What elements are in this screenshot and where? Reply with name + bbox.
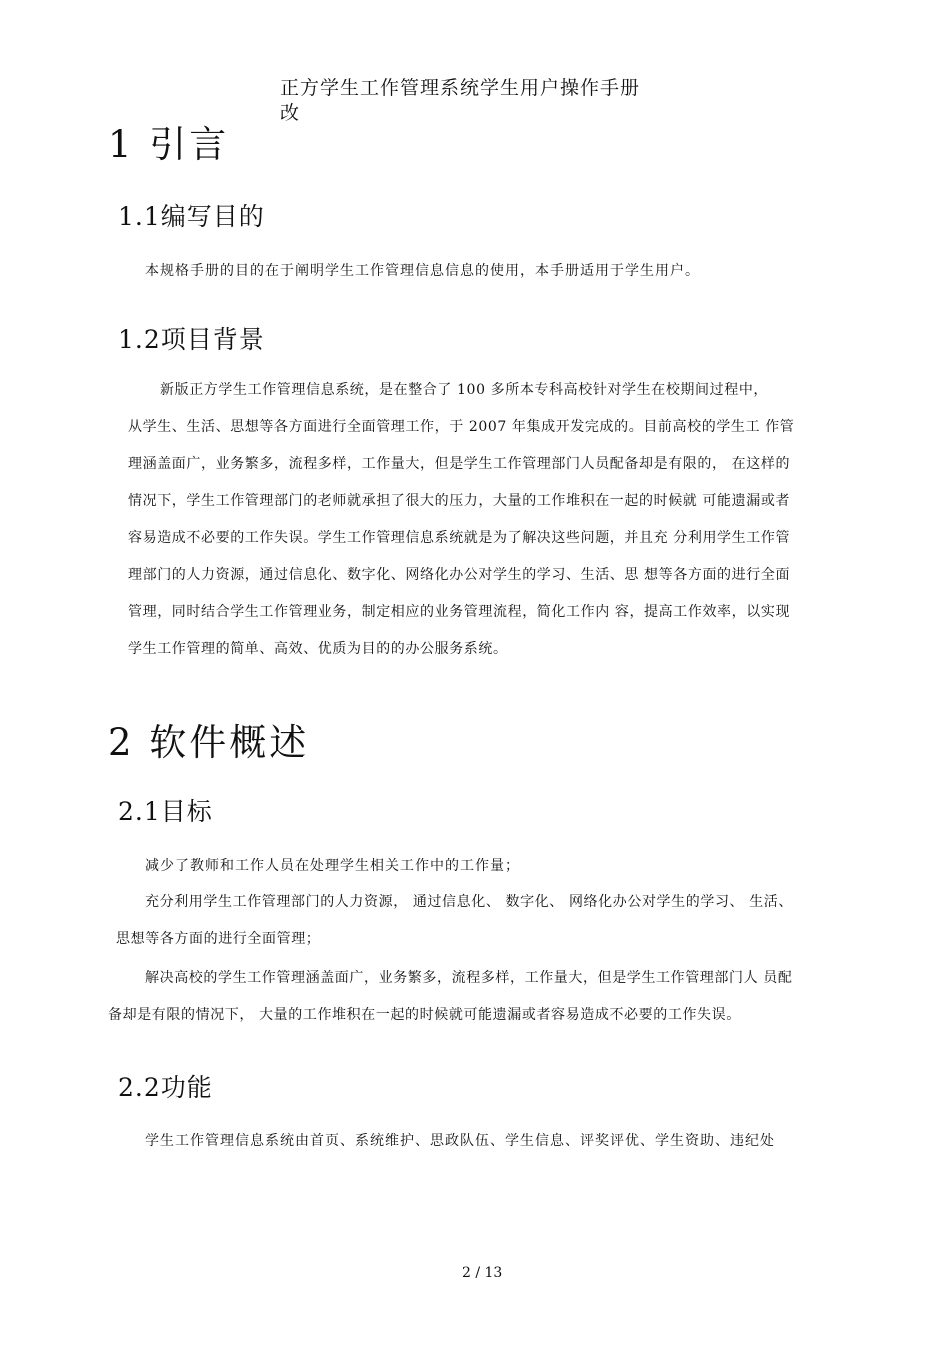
paragraph-line: 新版正方学生工作管理信息系统，是在整合了 100 多所本专科高校针对学生在校期间过程中， (160, 382, 769, 398)
section-1-1-heading: 1.1编写目的 (118, 202, 265, 231)
paragraph-line: 备却是有限的情况下， 大量的工作堆积在一起的时候就可能遗漏或者容易造成不必要的工作失误。 (108, 1007, 741, 1023)
document-title (280, 76, 700, 126)
paragraph-line: 理涵盖面广，业务繁多，流程多样，工作量大，但是学生工作管理部门人员配备却是有限的， 在这样的 (128, 456, 791, 472)
paragraph-line: 管理，同时结合学生工作管理业务，制定相应的业务管理流程，简化工作内 容，提高工作效率，以实现 (128, 604, 791, 620)
goal-item-2 (116, 884, 856, 958)
document-title-line-1: 正方学生工作管理系统学生用户操作手册 (280, 77, 641, 99)
paragraph-line: 情况下，学生工作管理部门的老师就承担了很大的压力，大量的工作堆积在一起的时候就 可能遗漏或者 (128, 493, 791, 509)
section-1-heading: 1 引言 (108, 123, 230, 166)
paragraph-line: 从学生、生活、思想等各方面进行全面管理工作，于 2007 年集成开发完成的。目前高校的学生工 作管 (128, 419, 795, 435)
document-title-line-2: 改 (280, 102, 301, 124)
paragraph-line: 充分利用学生工作管理部门的人力资源， 通过信息化、 数字化、 网络化办公对学生的学习、 生活、 (145, 894, 793, 910)
paragraph-line: 思想等各方面的进行全面管理； (116, 931, 321, 947)
section-2-heading: 2 软件概述 (108, 721, 310, 764)
goal-item-3 (108, 960, 858, 1034)
section-2-1-heading: 2.1目标 (118, 797, 213, 826)
goal-item-1: 减少了教师和工作人员在处理学生相关工作中的工作量； (145, 858, 520, 874)
section-1-1-text: 本规格手册的目的在于阐明学生工作管理信息信息的使用，本手册适用于学生用户。 (145, 263, 700, 279)
paragraph-line: 解决高校的学生工作管理涵盖面广，业务繁多，流程多样，工作量大，但是学生工作管理部门人 员配 (145, 970, 793, 986)
section-1-2-paragraph (128, 372, 858, 668)
paragraph-line: 理部门的人力资源，通过信息化、数字化、网络化办公对学生的学习、生活、思 想等各方面的进行全面 (128, 567, 791, 583)
section-1-2-heading: 1.2项目背景 (118, 325, 265, 354)
page-number: 2 / 13 (462, 1265, 503, 1281)
paragraph-line: 容易造成不必要的工作失误。学生工作管理信息系统就是为了解决这些问题，并且充 分利用学生工作管 (128, 530, 791, 546)
paragraph-line: 学生工作管理的简单、高效、优质为目的的办公服务系统。 (128, 641, 508, 657)
section-2-2-heading: 2.2功能 (118, 1073, 213, 1102)
section-2-2-text: 学生工作管理信息系统由首页、系统维护、思政队伍、学生信息、评奖评优、学生资助、违纪处 (145, 1133, 775, 1149)
